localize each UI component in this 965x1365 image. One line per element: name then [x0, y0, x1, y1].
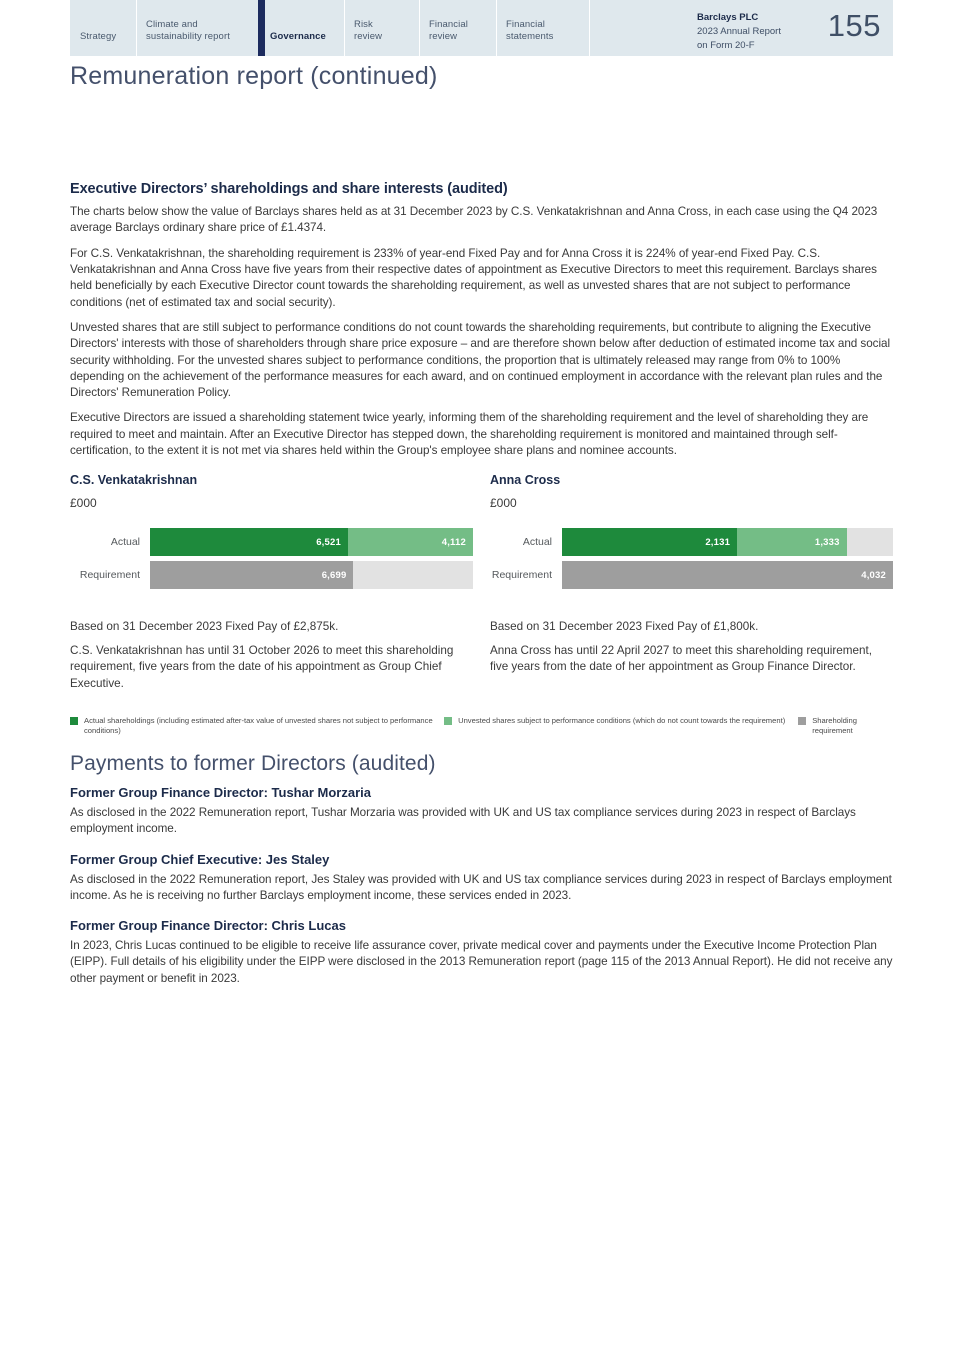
bar-segment-unvested-shares [348, 528, 473, 556]
bar-segment-remainder [353, 561, 473, 589]
shareholdings-paragraph-4: Executive Directors are issued a shareholding statement twice yearly, informing them of the shareholding requirement and the level of shareholding they are required to meet and maintain. After an Executive Director has stepped down, the shareholding requirement is monitored and maintained through self-certification, to the extent it is not met via shares held within the Group's employee share plans and nominee accounts. [70, 411, 869, 458]
nav-tab-financial-statements-label [506, 19, 553, 43]
chart-notes-anna-cross [490, 619, 893, 675]
company-name: Barclays PLC [697, 12, 759, 23]
main-content [70, 181, 893, 1001]
bar-segment-unvested-shares-anna-cross [737, 528, 847, 556]
report-title-line1: 2023 Annual Report [697, 25, 781, 37]
bar-row-requirement-anna-cross [490, 561, 893, 589]
nav-tab-finstat-line1: Financial [506, 19, 545, 31]
bar-label-actual: Actual [110, 536, 140, 549]
shareholdings-paragraph-3: Unvested shares that are still subject to performance conditions do not count towards the shareholding requirements, but contribute to aligning the Executive Directors' interests with those of shareholders through share price exposure – and are therefore shown below after deduction of estimated income tax and social security withholding. For the unvested shares subject to performance conditions, the proportion that is ultimately released may range from 0% to 100% depending on the achievement of the performance measures for each award, and on continued employment in accordance with the relevant plan rules and the Directors' Remuneration Policy. [70, 320, 891, 400]
bar-track-requirement [150, 561, 473, 589]
legend-swatch-grey-icon [798, 717, 806, 725]
chart-unit-venkatakrishnan: £000 [70, 496, 97, 511]
nav-tab-risk-line2: review [354, 31, 383, 43]
nav-tab-risk-review[interactable] [344, 0, 419, 56]
bar-segment-remainder-anna-cross [847, 528, 893, 556]
bar-label-requirement-anna-cross: Requirement [491, 569, 552, 582]
bar-value-actual-shareholdings: 6,521 [316, 536, 341, 548]
nav-tab-risk-label [354, 19, 382, 43]
nav-tab-finreview-line2: review [429, 31, 458, 43]
bar-row-actual-anna-cross [490, 528, 893, 556]
nav-tab-finstat-line2: statements [506, 31, 554, 43]
nav-tab-financial-review[interactable] [419, 0, 496, 56]
nav-tab-climate-and-sustainability-report[interactable] [136, 0, 258, 56]
bar-track-requirement-anna-cross [562, 561, 893, 589]
page-number: 155 [827, 8, 881, 43]
chart-note-deadline-anna-cross: Anna Cross has until 22 April 2027 to meet this shareholding requirement, five years from the date of her appointment as Group Finance Director. [490, 643, 873, 674]
bar-value-unvested-shares-anna-cross: 1,333 [814, 536, 840, 548]
nav-tab-climate-line1: Climate and [146, 19, 198, 31]
nav-tab-strategy[interactable] [70, 0, 136, 56]
shareholdings-paragraph-2: For C.S. Venkatakrishnan, the shareholding requirement is 233% of year-end Fixed Pay and for Anna Cross it is 224% of year-end Fixed Pay. C.S. Venkatakrishnan and Anna Cross have five years from their respective dates of appointment as Executive Directors to meet this requirement. Barclays shares held beneficially by each Executive Director count towards the shareholding requirement, as well as unvested shares that are not subject to performance conditions (net of estimated tax and social security). [70, 246, 877, 309]
bar-label-requirement: Requirement [79, 569, 140, 582]
bar-segment-actual-shareholdings [150, 528, 348, 556]
former-director-body-tushar-morzaria: As disclosed in the 2022 Remuneration report, Tushar Morzaria was provided with UK and US tax compliance services during 2023 in respect of Barclays employment income. [70, 805, 856, 836]
nav-tab-climate-label [146, 19, 230, 43]
chart-unit-anna-cross: £000 [490, 496, 517, 511]
bar-track-actual [150, 528, 473, 556]
former-director-title-chris-lucas: Former Group Finance Director: Chris Lucas [70, 918, 346, 934]
nav-tab-climate-line2: sustainability report [146, 31, 230, 43]
former-director-body-chris-lucas: In 2023, Chris Lucas continued to be eligible to receive life assurance cover, private medical cover and payments under the Executive Income Protection Plan (EIPP). Full details of his eligibility under the EIPP were disclosed in the 2013 Remuneration report (page 115 of the 2013 Annual Report). He did not receive any other payment or benefit in 2023. [70, 939, 893, 985]
former-director-title-tushar-morzaria: Former Group Finance Director: Tushar Morzaria [70, 784, 371, 800]
former-director-block-chris-lucas [70, 918, 893, 987]
legend-label-unvested-shares: Unvested shares subject to performance conditions (which do not count towards the requirement) [458, 715, 786, 725]
bar-segment-shareholding-requirement-anna-cross [562, 561, 893, 589]
legend-item-shareholding-requirement [798, 716, 893, 736]
legend-item-actual-shareholdings [70, 716, 444, 736]
section-heading-shareholdings: Executive Directors’ shareholdings and share interests (audited) [70, 181, 508, 197]
chart-notes-venkatakrishnan [70, 619, 473, 692]
section-heading-former-directors: Payments to former Directors (audited) [70, 751, 436, 775]
bar-segment-shareholding-requirement [150, 561, 353, 589]
legend-swatch-green-light-icon [444, 717, 452, 725]
former-director-block-jes-staley [70, 852, 893, 905]
chart-venkatakrishnan [70, 473, 473, 699]
nav-tab-financial-statements[interactable] [496, 0, 589, 56]
nav-tab-finreview-line1: Financial [429, 19, 468, 31]
shareholdings-paragraph-1: The charts below show the value of Barclays shares held as at 31 December 2023 by C.S. Venkatakrishnan and Anna Cross, in each case using the Q4 2023 average Barclays ordinary share price of £1.4374. [70, 205, 878, 235]
charts-row [70, 473, 893, 699]
legend-label-actual-shareholdings: Actual shareholdings (including estimated after-tax value of unvested shares not subject to performance conditions) [84, 715, 433, 735]
nav-tab-strategy-label: Strategy [80, 31, 117, 43]
chart-anna-cross [490, 473, 893, 699]
bar-track-actual-anna-cross [562, 528, 893, 556]
bar-row-requirement-venkatakrishnan [70, 561, 473, 589]
bar-value-actual-shareholdings-anna-cross: 2,131 [705, 536, 731, 548]
chart-title-anna-cross: Anna Cross [490, 473, 561, 488]
chart-title-venkatakrishnan: C.S. Venkatakrishnan [70, 473, 198, 488]
nav-tab-risk-line1: Risk [354, 19, 373, 31]
chart-note-fixed-pay-anna-cross: Based on 31 December 2023 Fixed Pay of £1,800k. [490, 620, 759, 634]
bar-value-unvested-shares: 4,112 [441, 536, 466, 548]
bar-row-actual-venkatakrishnan [70, 528, 473, 556]
report-meta [697, 11, 801, 52]
nav-tab-governance-label: Governance [270, 31, 326, 43]
former-director-block-tushar-morzaria [70, 785, 893, 838]
bar-value-shareholding-requirement-anna-cross: 4,032 [861, 569, 886, 581]
legend-item-unvested-shares [444, 716, 798, 736]
chart-note-deadline-venkatakrishnan: C.S. Venkatakrishnan has until 31 October 2026 to meet this shareholding requirement, five years from the date of his appointment as Group Chief Executive. [70, 643, 454, 690]
nav-tab-financial-review-label [429, 19, 468, 43]
former-director-title-jes-staley: Former Group Chief Executive: Jes Staley [70, 851, 330, 867]
legend-swatch-green-dark-icon [70, 717, 78, 725]
nav-tab-governance[interactable] [258, 0, 344, 56]
header-navigation-strip [70, 0, 893, 56]
report-title-line2: on Form 20-F [697, 39, 755, 51]
bar-label-actual-anna-cross: Actual [522, 536, 552, 549]
bar-segment-actual-shareholdings-anna-cross [562, 528, 737, 556]
legend-label-shareholding-requirement: Shareholding requirement [812, 715, 857, 735]
chart-legend [70, 716, 893, 736]
former-director-body-jes-staley: As disclosed in the 2022 Remuneration report, Jes Staley was provided with UK and US tax compliance services during 2023 in respect of Barclays employment income. As he is receiving no further Barclays employment income, these services ended in 2023. [70, 872, 892, 902]
chart-note-fixed-pay-venkatakrishnan: Based on 31 December 2023 Fixed Pay of £2,875k. [70, 620, 339, 634]
page-title: Remuneration report (continued) [70, 62, 438, 90]
bar-value-shareholding-requirement: 6,699 [321, 569, 347, 581]
